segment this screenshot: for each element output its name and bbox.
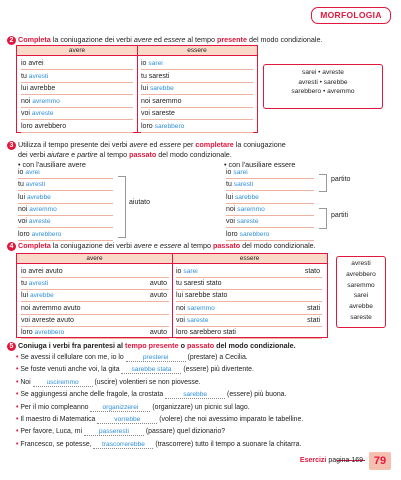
conjugation-table bbox=[16, 253, 328, 338]
list-item bbox=[226, 178, 314, 191]
answer-blank: presterei bbox=[126, 354, 186, 362]
cell-text: loro sarebbero stati bbox=[176, 329, 236, 336]
table-row-cell bbox=[21, 277, 169, 290]
bullet: • bbox=[16, 366, 21, 374]
pronoun: noi bbox=[18, 205, 28, 213]
answer-blank: organizzerei bbox=[90, 404, 150, 412]
cell-text: io avrei avuto bbox=[21, 268, 63, 275]
cell-text: noi bbox=[176, 304, 186, 312]
list-item bbox=[18, 166, 113, 179]
column-header: essere bbox=[137, 46, 257, 56]
answer-blank: passeresti bbox=[84, 428, 144, 436]
table-row-cell bbox=[21, 82, 133, 95]
word-bank-line: avrebbe bbox=[349, 303, 373, 311]
table-row-cell bbox=[141, 95, 253, 108]
section-tag: MORFOLOGIA bbox=[311, 7, 391, 24]
answer-blank: sarebbe stata bbox=[121, 366, 181, 374]
word-bank-line: sareste bbox=[350, 313, 372, 321]
answer-text: avreste bbox=[28, 218, 51, 226]
sentence bbox=[16, 415, 303, 424]
table-row-cell bbox=[21, 265, 169, 278]
cell-text: voi avreste avuto bbox=[21, 316, 74, 324]
cell-text: avuto bbox=[149, 329, 167, 336]
pronoun: io bbox=[18, 169, 24, 176]
bullet: • bbox=[16, 391, 21, 399]
cell-text: loro avrebbero bbox=[21, 122, 67, 130]
table-row-cell bbox=[21, 107, 133, 120]
sentence-text: (essere) più divertente. bbox=[181, 366, 254, 374]
cell-text: tu bbox=[21, 72, 27, 80]
word-bank bbox=[336, 256, 386, 328]
exercise-number: 2 bbox=[7, 36, 16, 45]
subheading: • con l'ausiliare essere bbox=[224, 160, 296, 169]
exercise-number: 5 bbox=[7, 342, 16, 351]
answer-text: avresti bbox=[28, 280, 49, 288]
sentence-text: Se avessi il cellulare con me, io lo bbox=[20, 354, 126, 361]
answer-text: sarebbero bbox=[154, 122, 185, 130]
cell-text: loro bbox=[141, 122, 153, 130]
word-bank-line: sarebbero • avremmo bbox=[291, 88, 355, 95]
sentence-text: Francesco, se potesse, bbox=[20, 440, 94, 448]
cell-text: avuto bbox=[149, 280, 167, 288]
answer-text: avrebbero bbox=[31, 230, 62, 238]
sentence-text: Per favore, Luca, mi bbox=[20, 428, 84, 436]
word-bank bbox=[263, 64, 383, 109]
bracket bbox=[118, 176, 126, 238]
table-row-cell bbox=[141, 82, 253, 95]
sentence-text: (essere) più buona. bbox=[225, 391, 287, 399]
sentence bbox=[16, 365, 254, 374]
word-bank-line: avresti • sarebbe bbox=[298, 78, 348, 86]
table-row-cell bbox=[176, 289, 322, 302]
answer-text: sarebbero bbox=[239, 230, 270, 238]
table-row-cell bbox=[176, 302, 322, 315]
sentence-text: (trascorrere) tutto il tempo a suonare la chitarra. bbox=[153, 440, 302, 448]
cell-text: io avrei bbox=[21, 60, 44, 67]
answer-text: avrei bbox=[25, 169, 40, 176]
table-row-cell bbox=[21, 120, 133, 133]
list-item bbox=[18, 178, 113, 191]
answer-text: saresti bbox=[233, 181, 254, 189]
cell-text: lui sarebbe stato bbox=[176, 292, 228, 300]
pronoun: voi bbox=[226, 218, 235, 226]
sentence-text: (organizzare) un picnic sul lago. bbox=[150, 403, 250, 411]
answer-text: sarei bbox=[148, 60, 163, 67]
cell-text: voi bbox=[21, 110, 30, 117]
sentence-text: Se aggiungessi anche delle fragole, la crostata bbox=[20, 391, 166, 399]
pronoun: lui bbox=[226, 193, 234, 201]
cell-text: voi sareste bbox=[141, 110, 175, 117]
answer-text: saremmo bbox=[187, 304, 215, 312]
list-item bbox=[226, 203, 314, 216]
answer-text: avrebbe bbox=[26, 193, 51, 201]
exercise-instruction: Completa la coniugazione dei verbi avere ed essere al tempo presente del modo condizionale. bbox=[18, 35, 323, 44]
word-bank-line: sarei bbox=[353, 292, 369, 300]
pronoun: loro bbox=[226, 230, 238, 238]
sentence bbox=[16, 353, 248, 362]
bullet: • bbox=[16, 403, 21, 411]
sentence bbox=[16, 390, 286, 399]
word-bank-line: avresti bbox=[351, 260, 371, 267]
pronoun: noi bbox=[226, 205, 236, 213]
exercise-instruction: Coniuga i verbi fra parentesi al tempo presente o passato del modo condizionale. bbox=[18, 341, 296, 350]
answer-text: avrebbero bbox=[34, 329, 65, 336]
cell-text: lui avrebbe bbox=[21, 85, 56, 92]
answer-text: sareste bbox=[186, 316, 209, 324]
sentence-text: (uscire) volentieri se non piovesse. bbox=[92, 378, 201, 386]
bullet: • bbox=[16, 416, 21, 423]
column-header: avere bbox=[17, 254, 172, 264]
table-row-cell bbox=[176, 277, 322, 290]
word-bank-line: avrebbero bbox=[346, 270, 376, 278]
participle-label: aiutato bbox=[129, 199, 151, 206]
cell-text: tu saresti bbox=[141, 72, 170, 80]
answer-blank: trascorrerebbe bbox=[93, 441, 153, 449]
table-row-cell bbox=[21, 289, 169, 302]
sentence bbox=[16, 427, 225, 436]
bullet: • bbox=[16, 354, 21, 361]
table-row-cell bbox=[21, 314, 169, 327]
cell-text: voi bbox=[176, 316, 185, 324]
answer-text: avrebbe bbox=[29, 292, 54, 300]
exercise-instruction: Completa la coniugazione dei verbi avere e essere al tempo passato del modo condizionale. bbox=[18, 241, 316, 250]
cell-text: noi saremmo bbox=[141, 97, 182, 105]
sentence-text: Il maestro di Matematica bbox=[20, 416, 98, 423]
pronoun: tu bbox=[226, 181, 232, 189]
list-item bbox=[18, 215, 113, 228]
exercise-instruction: Utilizza il tempo presente dei verbi avere ed essere per completare la coniugazione dei verbi aiutare e partire al tempo passato del modo condizionale. bbox=[18, 140, 286, 159]
cell-text: noi avremmo avuto bbox=[21, 304, 81, 312]
pronoun: io bbox=[226, 169, 232, 176]
bullet: • bbox=[16, 440, 21, 448]
word-bank-line: sarei • avreste bbox=[302, 69, 344, 76]
conjugation-table bbox=[16, 45, 258, 133]
sentence-text: Noi bbox=[20, 378, 33, 386]
sentence-text: Per il mio compleanno bbox=[20, 403, 91, 411]
exercise-number: 3 bbox=[7, 141, 16, 150]
answer-text: avreste bbox=[31, 110, 54, 117]
table-row-cell bbox=[21, 57, 133, 70]
cell-text: tu saresti stato bbox=[176, 280, 222, 288]
answer-text: sarei bbox=[183, 268, 198, 275]
sentence-text: (passare) quel dizionario? bbox=[143, 428, 226, 436]
sentence bbox=[16, 440, 301, 449]
answer-blank: usciremmo bbox=[33, 379, 93, 387]
answer-text: sareste bbox=[236, 218, 259, 226]
sentence-text: Se foste venuti anche voi, la gita bbox=[20, 366, 122, 374]
table-row-cell bbox=[141, 107, 253, 120]
cell-text: io bbox=[141, 60, 147, 67]
pronoun: tu bbox=[18, 181, 24, 189]
list-item bbox=[226, 215, 314, 228]
table-row-cell bbox=[21, 95, 133, 108]
table-row-cell bbox=[21, 302, 169, 315]
cell-text: stati bbox=[307, 304, 320, 312]
column-header: avere bbox=[17, 46, 137, 56]
list-item bbox=[226, 166, 314, 179]
answer-text: sarei bbox=[233, 169, 248, 176]
cell-text: io bbox=[176, 268, 182, 275]
bullet: • bbox=[16, 428, 21, 436]
list-item bbox=[226, 228, 314, 241]
list-item bbox=[18, 191, 113, 204]
cell-text: stati bbox=[307, 316, 320, 324]
table-row-cell bbox=[21, 70, 133, 83]
answer-text: avremmo bbox=[29, 205, 57, 213]
pronoun: loro bbox=[18, 230, 30, 238]
cell-text: loro bbox=[21, 329, 33, 336]
sentence bbox=[16, 403, 250, 412]
list-item bbox=[18, 203, 113, 216]
answer-text: sarebbe bbox=[234, 193, 259, 201]
cell-text: tu bbox=[21, 280, 27, 288]
answer-text: avresti bbox=[28, 72, 49, 80]
bracket bbox=[319, 174, 327, 192]
table-row-cell bbox=[141, 70, 253, 83]
table-row-cell bbox=[141, 57, 253, 70]
sentence-text: (volere) che noi avessimo imparato le tabelline. bbox=[157, 416, 304, 423]
table-row-cell bbox=[176, 326, 322, 339]
answer-blank: vorrebbe bbox=[97, 416, 157, 424]
answer-text: saremmo bbox=[237, 205, 265, 213]
bracket bbox=[319, 208, 327, 229]
sentence-text: (prestare) a Cecilia. bbox=[185, 354, 248, 361]
table-row-cell bbox=[176, 265, 322, 278]
list-item bbox=[226, 191, 314, 204]
column-header: essere bbox=[172, 254, 327, 264]
participle-label: partiti bbox=[331, 212, 349, 219]
bullet: • bbox=[16, 378, 21, 386]
answer-blank: sarebbe bbox=[165, 391, 225, 399]
table-row-cell bbox=[21, 326, 169, 339]
page-number: 79 bbox=[369, 452, 391, 470]
cell-text: avuto bbox=[149, 292, 167, 300]
sentence bbox=[16, 378, 201, 387]
answer-text: avremmo bbox=[32, 97, 60, 105]
table-row-cell bbox=[141, 120, 253, 133]
subheading: • con l'ausiliare avere bbox=[18, 160, 86, 169]
list-item bbox=[18, 228, 113, 241]
pronoun: voi bbox=[18, 218, 27, 226]
pronoun: lui bbox=[18, 193, 26, 201]
cell-text: lui bbox=[21, 292, 29, 300]
cell-text: noi bbox=[21, 97, 31, 105]
table-row-cell bbox=[176, 314, 322, 327]
word-bank-line: saremmo bbox=[347, 281, 375, 289]
exercise-number: 4 bbox=[7, 242, 16, 251]
participle-label: partito bbox=[331, 176, 351, 183]
cell-text: lui bbox=[141, 85, 149, 92]
answer-text: sarebbe bbox=[149, 85, 174, 92]
cell-text: stato bbox=[304, 268, 320, 275]
answer-text: avresti bbox=[25, 181, 46, 189]
footer-reference: Esercizi pagina 169 bbox=[299, 457, 363, 464]
